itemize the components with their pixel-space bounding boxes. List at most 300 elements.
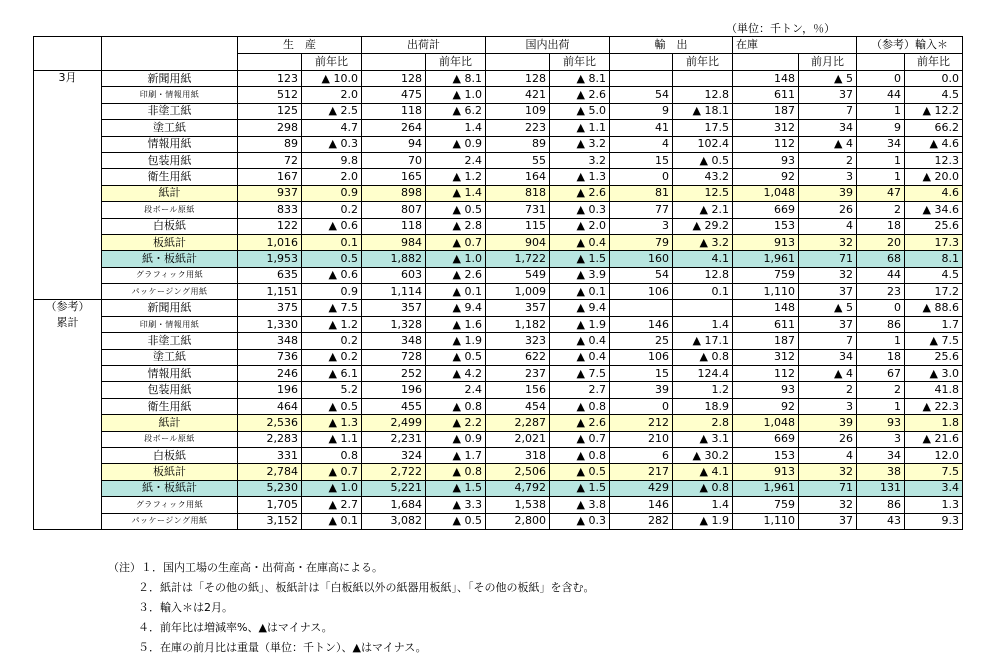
item-name: グラフィック用紙 [102, 497, 238, 513]
value-cell: 3 [857, 431, 905, 447]
item-name: 衛生用紙 [102, 169, 238, 185]
value-cell: 54 [610, 267, 673, 283]
item-name: 紙・板紙計 [102, 480, 238, 496]
value-cell: ▲ 4 [799, 136, 857, 152]
value-cell: ▲ 0.8 [673, 349, 733, 365]
value-cell: 282 [610, 513, 673, 529]
value-cell: ▲ 1.0 [426, 87, 486, 103]
value-cell: 223 [486, 120, 550, 136]
value-cell: 77 [610, 202, 673, 218]
value-cell: 39 [799, 185, 857, 201]
value-cell: ▲ 0.4 [550, 333, 610, 349]
value-cell: ▲ 2.6 [426, 267, 486, 283]
value-cell: 25 [610, 333, 673, 349]
value-cell: 89 [486, 136, 550, 152]
value-cell: 115 [486, 218, 550, 234]
table-row [34, 497, 963, 513]
table-row [34, 480, 963, 496]
value-cell: 475 [362, 87, 426, 103]
value-cell: 728 [362, 349, 426, 365]
value-cell: 331 [238, 447, 302, 463]
header-row-sub [34, 54, 963, 71]
value-cell: 421 [486, 87, 550, 103]
period-cell [34, 398, 102, 414]
value-cell: 41.8 [905, 382, 963, 398]
value-cell: ▲ 10.0 [302, 71, 362, 87]
value-cell: ▲ 0.3 [550, 202, 610, 218]
value-cell: ▲ 1.5 [550, 251, 610, 267]
table-row [34, 382, 963, 398]
value-cell: ▲ 3.0 [905, 366, 963, 382]
value-cell: 759 [733, 497, 799, 513]
value-cell: 81 [610, 185, 673, 201]
value-cell: 3 [799, 169, 857, 185]
value-cell: 1,182 [486, 316, 550, 332]
value-cell: 2,506 [486, 464, 550, 480]
value-cell: 357 [362, 300, 426, 316]
value-cell: ▲ 1.5 [550, 480, 610, 496]
value-cell: 187 [733, 103, 799, 119]
item-name: 板紙計 [102, 234, 238, 250]
value-cell: 122 [238, 218, 302, 234]
value-cell: 0.5 [302, 251, 362, 267]
header-imports: （参考）輸入＊ [857, 37, 963, 54]
item-name: 非塗工紙 [102, 333, 238, 349]
value-cell: ▲ 1.6 [426, 316, 486, 332]
value-cell: ▲ 9.4 [426, 300, 486, 316]
table-row [34, 300, 963, 316]
footnotes [108, 558, 595, 658]
value-cell: 5.2 [302, 382, 362, 398]
value-cell: 611 [733, 316, 799, 332]
value-cell: 312 [733, 349, 799, 365]
period-cell [34, 284, 102, 300]
value-cell: 318 [486, 447, 550, 463]
value-cell: 210 [610, 431, 673, 447]
value-cell: 0.9 [302, 185, 362, 201]
value-cell: ▲ 2.8 [426, 218, 486, 234]
value-cell: ▲ 0.5 [426, 513, 486, 529]
item-name: 塗工紙 [102, 349, 238, 365]
value-cell: 913 [733, 234, 799, 250]
value-cell: 20 [857, 234, 905, 250]
value-cell: ▲ 7.5 [550, 366, 610, 382]
value-cell: 146 [610, 316, 673, 332]
value-cell: ▲ 0.7 [302, 464, 362, 480]
value-cell: 2.4 [426, 152, 486, 168]
value-cell: ▲ 2.0 [550, 218, 610, 234]
value-cell: 4.7 [302, 120, 362, 136]
item-name: 印刷・情報用紙 [102, 316, 238, 332]
value-cell: ▲ 7.5 [905, 333, 963, 349]
value-cell: 93 [733, 382, 799, 398]
value-cell: 71 [799, 480, 857, 496]
item-name: 包装用紙 [102, 382, 238, 398]
value-cell: 34 [857, 136, 905, 152]
value-cell: ▲ 1.1 [302, 431, 362, 447]
value-cell: 2,499 [362, 415, 426, 431]
value-cell: ▲ 0.3 [302, 136, 362, 152]
value-cell: 37 [799, 87, 857, 103]
value-cell: 39 [610, 382, 673, 398]
table-row [34, 267, 963, 283]
value-cell: ▲ 2.7 [302, 497, 362, 513]
value-cell: ▲ 0.8 [550, 447, 610, 463]
value-cell: ▲ 0.1 [426, 284, 486, 300]
value-cell: 123 [238, 71, 302, 87]
value-cell: 12.8 [673, 267, 733, 283]
value-cell: 0.1 [673, 284, 733, 300]
value-cell: 25.6 [905, 349, 963, 365]
value-cell: 212 [610, 415, 673, 431]
value-cell: ▲ 4 [799, 366, 857, 382]
value-cell: 4.5 [905, 87, 963, 103]
value-cell: 66.2 [905, 120, 963, 136]
table-row [34, 218, 963, 234]
value-cell: 759 [733, 267, 799, 283]
value-cell: 25.6 [905, 218, 963, 234]
value-cell: 2,722 [362, 464, 426, 480]
value-cell: ▲ 22.3 [905, 398, 963, 414]
table-row [34, 284, 963, 300]
value-cell: 37 [799, 316, 857, 332]
item-name: パッケージング用紙 [102, 513, 238, 529]
value-cell: ▲ 3.1 [673, 431, 733, 447]
value-cell: 669 [733, 202, 799, 218]
value-cell: 9 [610, 103, 673, 119]
value-cell: 4 [799, 218, 857, 234]
value-cell: 148 [733, 300, 799, 316]
value-cell: ▲ 20.0 [905, 169, 963, 185]
value-cell: 125 [238, 103, 302, 119]
value-cell: 1,705 [238, 497, 302, 513]
item-name: 情報用紙 [102, 136, 238, 152]
value-cell: 984 [362, 234, 426, 250]
value-cell: 454 [486, 398, 550, 414]
header-blank-period-2 [34, 54, 102, 71]
value-cell: 7 [799, 333, 857, 349]
value-cell: 264 [362, 120, 426, 136]
value-cell: 39 [799, 415, 857, 431]
value-cell: 55 [486, 152, 550, 168]
value-cell: 79 [610, 234, 673, 250]
value-cell: 1,048 [733, 415, 799, 431]
value-cell: ▲ 1.3 [550, 169, 610, 185]
footnote-2: ２．紙計は「その他の紙」、板紙計は「白板紙以外の紙器用板紙」、「その他の板紙」を含む。 [138, 581, 595, 594]
value-cell: 1,722 [486, 251, 550, 267]
table-row [34, 185, 963, 201]
value-cell: ▲ 0.1 [550, 284, 610, 300]
period-cell [34, 349, 102, 365]
value-cell: 3,152 [238, 513, 302, 529]
value-cell: 2.7 [550, 382, 610, 398]
period-cell [34, 218, 102, 234]
period-cell [34, 202, 102, 218]
value-cell: 86 [857, 497, 905, 513]
value-cell: 4,792 [486, 480, 550, 496]
value-cell: 89 [238, 136, 302, 152]
value-cell: 237 [486, 366, 550, 382]
value-cell: ▲ 3.2 [673, 234, 733, 250]
value-cell: 156 [486, 382, 550, 398]
item-name: パッケージング用紙 [102, 284, 238, 300]
value-cell: 9.8 [302, 152, 362, 168]
period-cell [34, 366, 102, 382]
value-cell: ▲ 1.1 [550, 120, 610, 136]
value-cell: 1.4 [673, 316, 733, 332]
value-cell: 1 [857, 333, 905, 349]
period-cell [34, 415, 102, 431]
value-cell: ▲ 1.9 [550, 316, 610, 332]
table-row [34, 136, 963, 152]
value-cell: 1,016 [238, 234, 302, 250]
table-row [34, 103, 963, 119]
value-cell: ▲ 29.2 [673, 218, 733, 234]
value-cell: 37 [799, 513, 857, 529]
table-row [34, 415, 963, 431]
value-cell: ▲ 21.6 [905, 431, 963, 447]
period-cell [34, 267, 102, 283]
value-cell: 603 [362, 267, 426, 283]
value-cell: 2 [799, 152, 857, 168]
item-name: 紙計 [102, 415, 238, 431]
value-cell: 3.2 [550, 152, 610, 168]
value-cell: 68 [857, 251, 905, 267]
value-cell: ▲ 0.5 [550, 464, 610, 480]
value-cell: ▲ 18.1 [673, 103, 733, 119]
value-cell: ▲ 88.6 [905, 300, 963, 316]
header-exports: 輸 出 [610, 37, 733, 54]
table-row [34, 71, 963, 87]
period-cell [34, 136, 102, 152]
item-name: 板紙計 [102, 464, 238, 480]
value-cell: 18.9 [673, 398, 733, 414]
item-name: 白板紙 [102, 218, 238, 234]
value-cell: 1,048 [733, 185, 799, 201]
value-cell: 124.4 [673, 366, 733, 382]
value-cell: 0 [857, 71, 905, 87]
header-shipments-yoy: 前年比 [426, 54, 486, 71]
value-cell: 128 [362, 71, 426, 87]
value-cell: ▲ 5 [799, 300, 857, 316]
period-cell [34, 120, 102, 136]
value-cell: ▲ 1.0 [426, 251, 486, 267]
value-cell: 3,082 [362, 513, 426, 529]
item-name: 紙計 [102, 185, 238, 201]
value-cell: 5,221 [362, 480, 426, 496]
header-inventory-mom: 前月比 [799, 54, 857, 71]
value-cell: 102.4 [673, 136, 733, 152]
value-cell: ▲ 2.6 [550, 185, 610, 201]
period-label: （参考） [34, 300, 102, 316]
item-name: 紙・板紙計 [102, 251, 238, 267]
header-blank-production [238, 54, 302, 71]
table-row [34, 464, 963, 480]
value-cell: 44 [857, 87, 905, 103]
item-name: 新聞用紙 [102, 71, 238, 87]
value-cell: ▲ 1.0 [302, 480, 362, 496]
value-cell [610, 71, 673, 87]
value-cell: 153 [733, 218, 799, 234]
value-cell: ▲ 1.9 [673, 513, 733, 529]
value-cell: ▲ 9.4 [550, 300, 610, 316]
value-cell: 246 [238, 366, 302, 382]
value-cell: ▲ 0.9 [426, 136, 486, 152]
value-cell: ▲ 0.7 [550, 431, 610, 447]
period-cell [34, 431, 102, 447]
item-name: 段ボール原紙 [102, 431, 238, 447]
period-cell [34, 464, 102, 480]
value-cell: 71 [799, 251, 857, 267]
value-cell: 357 [486, 300, 550, 316]
value-cell: 252 [362, 366, 426, 382]
period-cell [34, 103, 102, 119]
item-name: 衛生用紙 [102, 398, 238, 414]
table-row [34, 202, 963, 218]
value-cell: ▲ 0.6 [302, 218, 362, 234]
period-cell [34, 382, 102, 398]
value-cell: ▲ 0.5 [426, 202, 486, 218]
value-cell: 92 [733, 169, 799, 185]
table-row [34, 87, 963, 103]
value-cell: 38 [857, 464, 905, 480]
item-name: 白板紙 [102, 447, 238, 463]
value-cell: 41 [610, 120, 673, 136]
value-cell: 1 [857, 169, 905, 185]
value-cell: 43.2 [673, 169, 733, 185]
value-cell: ▲ 2.2 [426, 415, 486, 431]
table-row [34, 316, 963, 332]
value-cell: 0.2 [302, 333, 362, 349]
value-cell: 131 [857, 480, 905, 496]
value-cell: 0 [610, 169, 673, 185]
value-cell: ▲ 1.4 [426, 185, 486, 201]
value-cell: 818 [486, 185, 550, 201]
value-cell: 455 [362, 398, 426, 414]
value-cell: 15 [610, 152, 673, 168]
header-blank-domestic [486, 54, 550, 71]
header-domestic-yoy: 前年比 [550, 54, 610, 71]
value-cell: 23 [857, 284, 905, 300]
value-cell: 0 [610, 398, 673, 414]
item-name: グラフィック用紙 [102, 267, 238, 283]
value-cell: 1,961 [733, 480, 799, 496]
value-cell: ▲ 6.1 [302, 366, 362, 382]
value-cell: ▲ 1.2 [426, 169, 486, 185]
value-cell: 9.3 [905, 513, 963, 529]
header-blank-exports [610, 54, 673, 71]
period-cell [34, 234, 102, 250]
period-label-2: 累計 [34, 316, 102, 332]
value-cell: 12.5 [673, 185, 733, 201]
value-cell: 118 [362, 218, 426, 234]
value-cell: 167 [238, 169, 302, 185]
value-cell: 937 [238, 185, 302, 201]
value-cell: 5,230 [238, 480, 302, 496]
value-cell: 18 [857, 349, 905, 365]
value-cell: 67 [857, 366, 905, 382]
value-cell: 47 [857, 185, 905, 201]
value-cell: 93 [733, 152, 799, 168]
value-cell: ▲ 2.1 [673, 202, 733, 218]
value-cell: ▲ 4.2 [426, 366, 486, 382]
value-cell: 32 [799, 464, 857, 480]
footnote-5: ５．在庫の前月比は重量（単位：千トン）、▲はマイナス。 [138, 641, 427, 654]
value-cell: 196 [362, 382, 426, 398]
value-cell: 635 [238, 267, 302, 283]
value-cell: 2,021 [486, 431, 550, 447]
value-cell: ▲ 7.5 [302, 300, 362, 316]
table-row [34, 152, 963, 168]
period-cell [34, 480, 102, 496]
value-cell: ▲ 8.1 [426, 71, 486, 87]
value-cell: ▲ 0.2 [302, 349, 362, 365]
item-name: 段ボール原紙 [102, 202, 238, 218]
value-cell: 731 [486, 202, 550, 218]
value-cell: 1.4 [426, 120, 486, 136]
value-cell: ▲ 3.3 [426, 497, 486, 513]
value-cell: 298 [238, 120, 302, 136]
value-cell: ▲ 3.9 [550, 267, 610, 283]
value-cell: 93 [857, 415, 905, 431]
header-inventory: 在庫 [733, 37, 857, 54]
period-cell [34, 185, 102, 201]
header-domestic-shipments: 国内出荷 [486, 37, 610, 54]
header-blank-period [34, 37, 102, 54]
value-cell: 807 [362, 202, 426, 218]
value-cell: 128 [486, 71, 550, 87]
value-cell: 1,114 [362, 284, 426, 300]
value-cell: 7 [799, 103, 857, 119]
period-label: 3月 [34, 71, 102, 87]
value-cell: 153 [733, 447, 799, 463]
value-cell: 1 [857, 103, 905, 119]
value-cell: ▲ 3.8 [550, 497, 610, 513]
value-cell [673, 71, 733, 87]
table-row [34, 234, 963, 250]
value-cell: 464 [238, 398, 302, 414]
value-cell: 2 [857, 202, 905, 218]
table-row [34, 513, 963, 529]
value-cell: 429 [610, 480, 673, 496]
paper-statistics-table [33, 36, 963, 530]
value-cell: 1,330 [238, 316, 302, 332]
table-row [34, 447, 963, 463]
table-row [34, 251, 963, 267]
footnote-4: ４．前年比は増減率%、▲はマイナス。 [138, 621, 333, 634]
header-imports-yoy: 前年比 [905, 54, 963, 71]
table-row [34, 398, 963, 414]
value-cell: ▲ 6.2 [426, 103, 486, 119]
value-cell: 94 [362, 136, 426, 152]
value-cell: 611 [733, 87, 799, 103]
value-cell: ▲ 1.5 [426, 480, 486, 496]
item-name: 印刷・情報用紙 [102, 87, 238, 103]
value-cell: 187 [733, 333, 799, 349]
value-cell: 164 [486, 169, 550, 185]
value-cell: 1.4 [673, 497, 733, 513]
header-blank-item [102, 37, 238, 54]
header-blank-imports [857, 54, 905, 71]
value-cell: 109 [486, 103, 550, 119]
header-production: 生 産 [238, 37, 362, 54]
period-cell [34, 87, 102, 103]
value-cell: ▲ 0.5 [673, 152, 733, 168]
value-cell: 1,538 [486, 497, 550, 513]
header-blank-inventory [733, 54, 799, 71]
item-name: 情報用紙 [102, 366, 238, 382]
value-cell: 12.3 [905, 152, 963, 168]
